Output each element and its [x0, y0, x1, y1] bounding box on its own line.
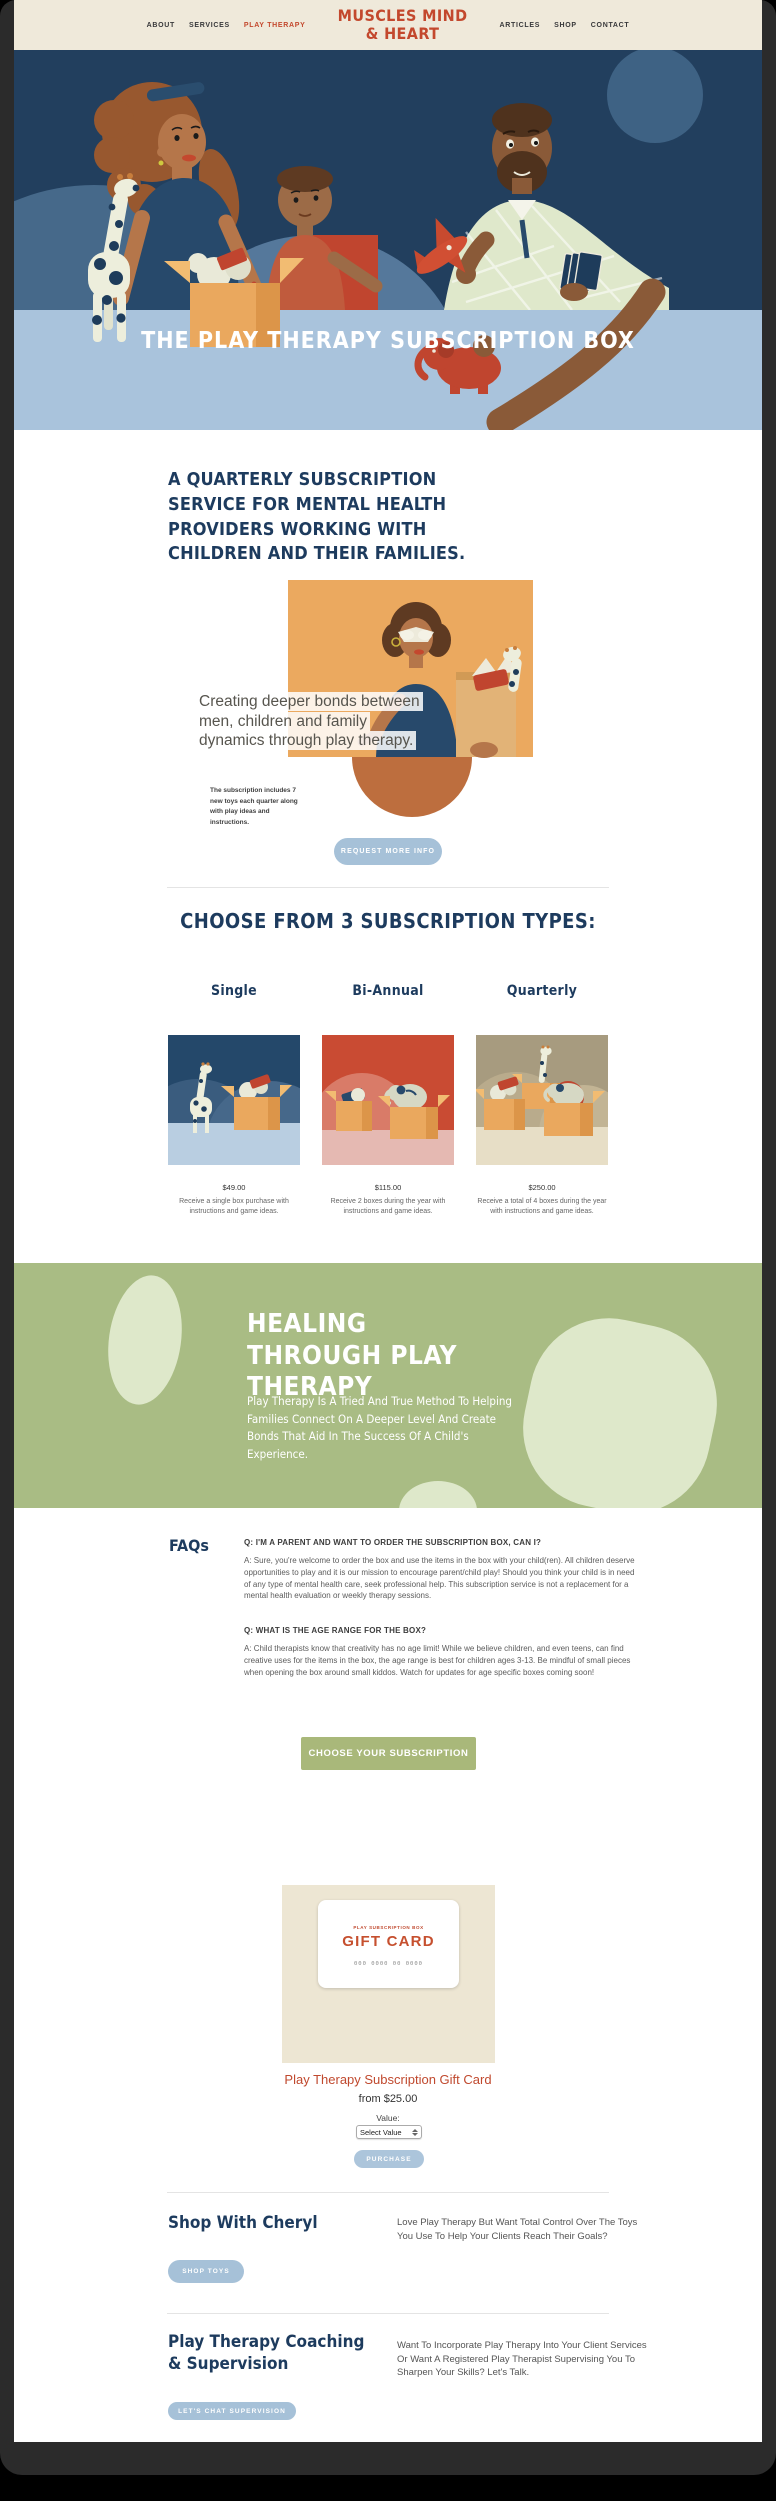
select-stepper-icon [412, 2129, 418, 2136]
shop-section [14, 2192, 762, 2313]
shop-heading: Shop With Cheryl [168, 2213, 318, 2233]
faq-section [14, 1508, 762, 1810]
faq-question: Q: WHAT IS THE AGE RANGE FOR THE BOX? [244, 1626, 427, 1636]
subscriptions-heading: CHOOSE FROM 3 SUBSCRIPTION TYPES: [180, 909, 596, 933]
hero-banner-title: THE PLAY THERAPY SUBSCRIPTION BOX [141, 328, 635, 354]
faq-label: FAQs [169, 1536, 209, 1555]
faq-list [244, 1538, 636, 1679]
plan-biannual [322, 983, 454, 1217]
healing-body: Play Therapy Is A Tried And True Method To Helping Families Connect On A Deeper Level And Create Bonds That Aid In The Success Of A Child's Experience. [247, 1394, 512, 1461]
plan-price: $49.00 [222, 1183, 246, 1192]
nav-about[interactable]: ABOUT [146, 21, 175, 29]
lets-chat-supervision-button[interactable]: LET'S CHAT SUPERVISION [168, 2402, 296, 2420]
coaching-heading: Play Therapy Coaching & Supervision [168, 2332, 365, 2375]
value-label: Value: [376, 2113, 400, 2123]
plan-name: Single [210, 983, 258, 999]
plan-name: Bi-Annual [352, 983, 424, 999]
gift-card-graphic [318, 1900, 459, 1988]
nav-shop[interactable]: SHOP [554, 21, 577, 29]
decorative-blob [508, 1304, 731, 1508]
plan-single [168, 983, 300, 1217]
gift-card-brand: PLAY SUBSCRIPTION BOX [353, 1925, 424, 1930]
gift-card-product-image[interactable] [282, 1885, 495, 2063]
purchase-button[interactable]: PURCHASE [354, 2150, 424, 2168]
plan-name: Quarterly [506, 983, 578, 999]
site-logo[interactable] [328, 7, 478, 43]
value-select-current: Select Value [360, 2127, 402, 2137]
plan-biannual-image[interactable] [322, 1035, 454, 1165]
faq-question: Q: I'M A PARENT AND WANT TO ORDER THE SUBSCRIPTION BOX, CAN I? [244, 1538, 542, 1547]
decorative-blob [399, 1481, 477, 1508]
nav-services[interactable]: SERVICES [188, 21, 230, 29]
request-more-info-button[interactable]: REQUEST MORE INFO [334, 838, 442, 865]
shop-toys-button[interactable]: SHOP TOYS [168, 2260, 244, 2283]
section-divider [167, 2192, 609, 2193]
plan-quarterly-image[interactable] [476, 1035, 608, 1165]
gift-card-product-name[interactable]: Play Therapy Subscription Gift Card [284, 2072, 492, 2087]
webpage [14, 0, 762, 2442]
shop-body: Love Play Therapy But Want Total Control Over The Toys You Use To Help Your Clients Reach Their Goals? [397, 2217, 638, 2242]
intro-overlay-text: Creating deeper bonds between men, children and family dynamics through play therapy. [196, 692, 421, 751]
logo-line1: MUSCLES MIND [337, 6, 468, 26]
value-select[interactable] [356, 2125, 422, 2139]
decorative-blob [100, 1271, 189, 1410]
plan-list [14, 983, 762, 1217]
site-header [14, 0, 762, 50]
gift-card-section [14, 1810, 762, 2192]
coaching-body: Want To Incorporate Play Therapy Into Your Client Services Or Want A Registered Play Therapist Supervising You To Sharpen Your Skills? Let's Talk. [397, 2340, 647, 2378]
plan-description: Receive a single box purchase with instructions and game ideas. [179, 1198, 289, 1215]
hero-family-illustration [14, 50, 762, 430]
subscription-types-section [14, 887, 762, 1263]
plan-quarterly [476, 983, 608, 1217]
logo-line2: & HEART [365, 24, 440, 43]
plan-description: Receive 2 boxes during the year with instructions and game ideas. [330, 1198, 446, 1215]
plan-single-image[interactable] [168, 1035, 300, 1165]
gift-card-price: from $25.00 [358, 2093, 418, 2105]
gift-card-number: 000 0000 00 0000 [354, 1961, 423, 1967]
coaching-section [14, 2313, 762, 2442]
choose-subscription-button[interactable]: CHOOSE YOUR SUBSCRIPTION [301, 1737, 476, 1770]
plan-description: Receive a total of 4 boxes during the year with instructions and game ideas. [477, 1198, 607, 1215]
hero-section [14, 50, 762, 430]
intro-heading: A QUARTERLY SUBSCRIPTION SERVICE FOR MENTAL HEALTH PROVIDERS WORKING WITH CHILDREN AND THEIR FAMILIES. [168, 469, 466, 565]
nav-play-therapy[interactable]: PLAY THERAPY [243, 21, 306, 29]
intro-subtext: The subscription includes 7 new toys each quarter along with play ideas and instructions. [210, 787, 298, 827]
faq-answer: A: Sure, you're welcome to order the box and use the items in the box with your child(ren). All children deserve opportunities to play and it is our mission to encourage parent/child play! Should you think your child is in need of any type of mental health care, seek professional help. This subscription service is not a replacement for a mental health evaluation or weekly therapy sessions. [244, 1556, 635, 1601]
healing-section [14, 1263, 762, 1508]
plan-price: $115.00 [374, 1183, 402, 1192]
nav-contact[interactable]: CONTACT [590, 21, 630, 29]
faq-answer: A: Child therapists know that creativity has no age limit! While we believe children, and even teens, can find creative uses for the items in the box, the age range is best for children ages 3-13. Be mindful of small pieces when opening the box around small kiddos. Watch for updates for age specific boxes coming soon! [244, 1644, 631, 1677]
nav-articles[interactable]: ARTICLES [499, 21, 541, 29]
section-divider [167, 887, 609, 888]
gift-card-title: GIFT CARD [342, 1933, 435, 1950]
plan-price: $250.00 [528, 1183, 556, 1192]
intro-section [14, 430, 762, 887]
section-divider [167, 2313, 609, 2314]
healing-heading: HEALING THROUGH PLAY THERAPY [247, 1309, 457, 1403]
